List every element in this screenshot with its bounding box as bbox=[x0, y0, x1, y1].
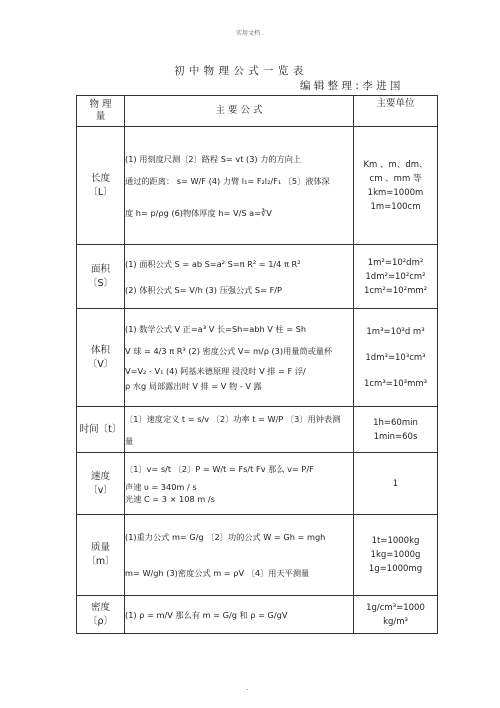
formula-cell bbox=[125, 309, 354, 407]
formula-line: 量 bbox=[125, 435, 134, 446]
unit-cell: 1t=1000kg 1kg=1000g 1g=1000mg bbox=[354, 515, 438, 596]
formula-line: V=V₂ - V₁ (4) 阿基米德原理 浸没时 V 排 = F 浮/ bbox=[125, 366, 306, 376]
formula-line: (1) ρ = m/V 那么有 m = G/g 和 ρ = G/gV bbox=[125, 609, 288, 620]
formula-line: 声速 υ = 340m / s bbox=[125, 481, 197, 492]
document-subtitle: 编 辑 整 理 : 李 进 国 bbox=[300, 80, 401, 92]
unit-cell: Km 、m、dm、 cm 、mm 等 1km=1000m 1m=100cm bbox=[354, 127, 438, 245]
unit-cell: 1m³=10³d m³ 1dm³=10³cm³ 1cm³=10³mm³ bbox=[354, 309, 438, 407]
quantity-cell: 速度 〔v〕 bbox=[77, 453, 125, 515]
formula-line: m= W/gh (3)密度公式 m = ρV 〔4〕用天平测量 bbox=[125, 568, 310, 578]
formula-line: (1) 面积公式 S = ab S=a² S=π R² = 1/4 π R² bbox=[125, 258, 301, 269]
table-row bbox=[77, 453, 438, 515]
formula-line: 度 h= p/ρg (6)物体厚度 h= V/S a=∛V bbox=[125, 207, 272, 218]
formula-line: (1)重力公式 m= G/g 〔2〕功的公式 W = Gh = mgh bbox=[125, 532, 326, 542]
formula-line: 〔1〕速度定义 t = s/v 〔2〕功率 t = W/P 〔3〕用钟表测 bbox=[125, 413, 341, 424]
quantity-cell: 长度 〔L〕 bbox=[77, 127, 125, 245]
header-formula: 主 要 公 式 bbox=[125, 96, 354, 127]
unit-cell: 1h=60min 1min=60s bbox=[354, 407, 438, 453]
formula-line: 光速 C = 3 × 108 m /s bbox=[125, 493, 215, 504]
formula-line: (1) 用刻度尺测〔2〕路程 S= vt (3) 力的方向上 bbox=[125, 153, 302, 164]
table-row bbox=[77, 596, 438, 634]
formula-line: ρ 水g 局部露出时 V 排 = V 物 - V 露 bbox=[125, 381, 262, 391]
formula-cell bbox=[125, 407, 354, 453]
formula-line: (1) 数学公式 V 正=a³ V 长=Sh=abh V 柱 = Sh bbox=[125, 324, 307, 334]
table-row bbox=[77, 127, 438, 245]
formula-cell bbox=[125, 515, 354, 596]
formula-cell bbox=[125, 453, 354, 515]
formula-cell bbox=[125, 127, 354, 245]
formula-line: (2) 体积公式 S= V/h (3) 压强公式 S= F/P bbox=[125, 284, 282, 295]
formula-cell bbox=[125, 596, 354, 634]
unit-cell: 1g/cm³=1000 kg/m³ bbox=[354, 596, 438, 634]
unit-cell: 1m²=10²dm² 1dm²=10²cm² 1cm²=10²mm² bbox=[354, 245, 438, 309]
header-unit: 主要单位 bbox=[354, 96, 438, 127]
unit-cell: 1 bbox=[354, 453, 438, 515]
quantity-cell: 密度 〔ρ〕 bbox=[77, 596, 125, 634]
formula-table bbox=[76, 95, 438, 634]
formula-cell bbox=[125, 245, 354, 309]
formula-line: 〔1〕v= s/t 〔2〕P = W/t = Fs/t Fv 那么 v= P/F bbox=[125, 463, 314, 474]
table-row bbox=[77, 245, 438, 309]
formula-line: V 球 = 4/3 π R³ (2) 密度公式 V= m/ρ (3)用量筒或量杯 bbox=[125, 346, 333, 356]
table-header-row bbox=[77, 96, 438, 127]
table-row bbox=[77, 515, 438, 596]
header-quantity: 物 理 量 bbox=[77, 96, 125, 127]
quantity-cell: 时间〔t〕 bbox=[77, 407, 125, 453]
formula-line: 通过的距离： s= W/F (4) 力臂 l₁= F₂l₂/F₁ 〔5〕液体深 bbox=[125, 175, 330, 186]
header-tag: 实用文档 . bbox=[236, 30, 264, 37]
quantity-cell: 面积 〔S〕 bbox=[77, 245, 125, 309]
quantity-cell: 体积 〔V〕 bbox=[77, 309, 125, 407]
footer-dot: . bbox=[246, 683, 249, 692]
table-row bbox=[77, 309, 438, 407]
table-row bbox=[77, 407, 438, 453]
document-title: 初 中 物 理 公 式 一 览 表 bbox=[174, 65, 304, 77]
quantity-cell: 质量 〔m〕 bbox=[77, 515, 125, 596]
